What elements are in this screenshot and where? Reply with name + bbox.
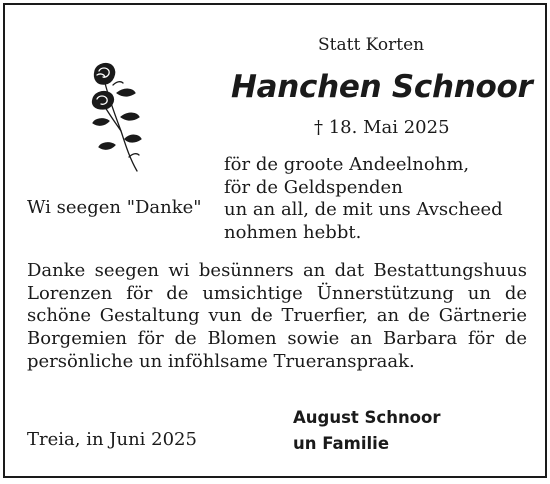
- thanks-heading: Wi seegen "Danke": [27, 197, 202, 218]
- deceased-name: Hanchen Schnoor: [231, 69, 533, 105]
- paragraph-line: Lorenzen för de umsichtige Ünnerstützung un de: [27, 282, 527, 304]
- reason-line: nohmen hebbt.: [224, 221, 362, 243]
- reason-line: för de Geldspenden: [224, 176, 403, 198]
- paragraph-line: schöne Gestaltung vun de Truerfier, an de Gärtnerie: [27, 305, 527, 327]
- death-date: † 18. Mai 2025: [314, 117, 450, 138]
- signer-family: un Familie: [293, 434, 390, 453]
- reason-line: för de groote Andeelnohm,: [224, 154, 470, 175]
- paragraph-line: Borgemien för de Blomen sowie an Barbara för de: [27, 328, 527, 350]
- obituary-card: [3, 3, 547, 478]
- reason-line: un an all, de mit uns Avscheed: [224, 199, 503, 220]
- signers: [293, 405, 441, 457]
- paragraph-line: Danke seegen wi besünners an dat Bestattungshuus: [27, 260, 527, 281]
- paragraph-line: persönliche un inföhlsame Trueranspraak.: [27, 350, 415, 372]
- notice-prefix: Statt Korten: [318, 35, 425, 55]
- reasons-list: [224, 154, 503, 244]
- thanks-paragraph: [27, 260, 527, 374]
- rose-icon: [85, 59, 147, 175]
- signer-name: August Schnoor: [293, 408, 441, 427]
- place-date: Treia, in Juni 2025: [27, 429, 197, 450]
